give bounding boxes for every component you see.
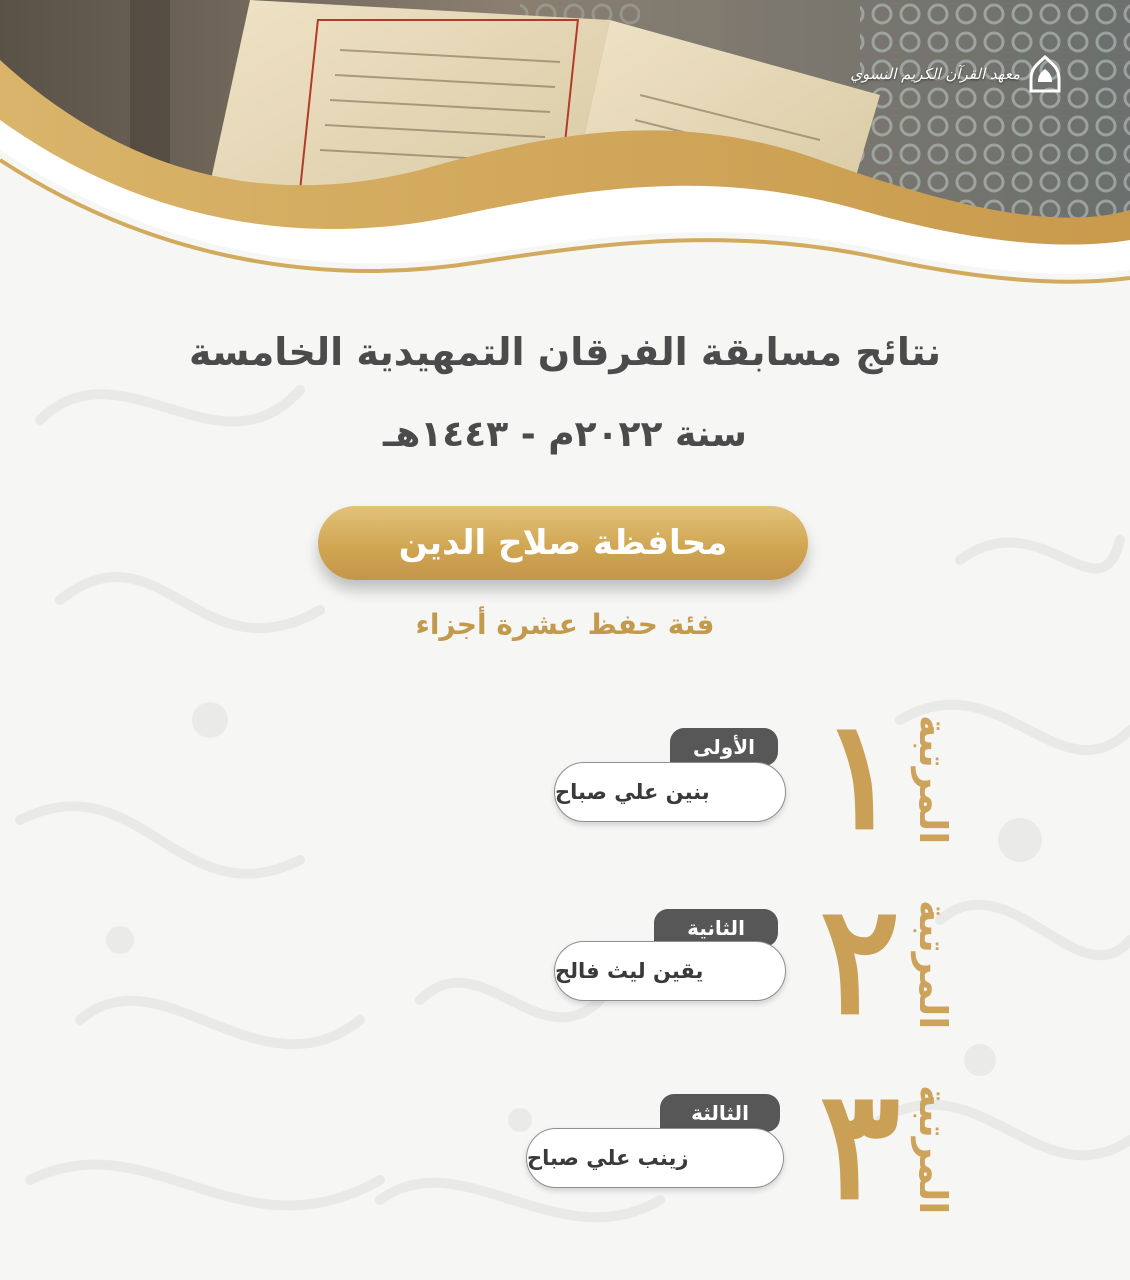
- logo-text: معهد القرآن الكريم النسوي: [850, 65, 1020, 83]
- category-label: فئة حفظ عشرة أجزاء: [415, 608, 715, 641]
- quran-photo: [0, 0, 1130, 300]
- rank-ordinal-tab: الثانية: [654, 909, 778, 947]
- winner-name: زينب علي صباح: [526, 1128, 784, 1188]
- rank-word: المرتبة: [911, 715, 955, 845]
- winner-name: يقين ليث فالح: [554, 941, 786, 1001]
- rank-block-3: [0, 1057, 1130, 1270]
- title-line-2: سنة ٢٠٢٢م - ١٤٤٣هـ: [383, 414, 747, 455]
- province-badge: [318, 506, 808, 580]
- rank-word: المرتبة: [911, 1085, 955, 1215]
- institute-logo: [850, 55, 1062, 93]
- header-banner: [0, 0, 1130, 300]
- winner-name: بنين علي صباح: [554, 762, 786, 822]
- rank-block-1: [0, 687, 1130, 900]
- rank-ordinal-tab: الأولى: [670, 728, 778, 766]
- rank-number: ٣: [819, 1057, 901, 1233]
- rank-word: المرتبة: [911, 900, 955, 1030]
- rank-ordinal-tab: الثالثة: [660, 1094, 780, 1132]
- institute-logo-icon: [1028, 55, 1062, 93]
- rank-block-2: [0, 872, 1130, 1085]
- province-label: محافظة صلاح الدين: [398, 523, 728, 563]
- title-line-1: نتائج مسابقة الفرقان التمهيدية الخامسة: [189, 330, 941, 374]
- rank-number: ١: [819, 687, 901, 863]
- rank-number: ٢: [819, 872, 901, 1048]
